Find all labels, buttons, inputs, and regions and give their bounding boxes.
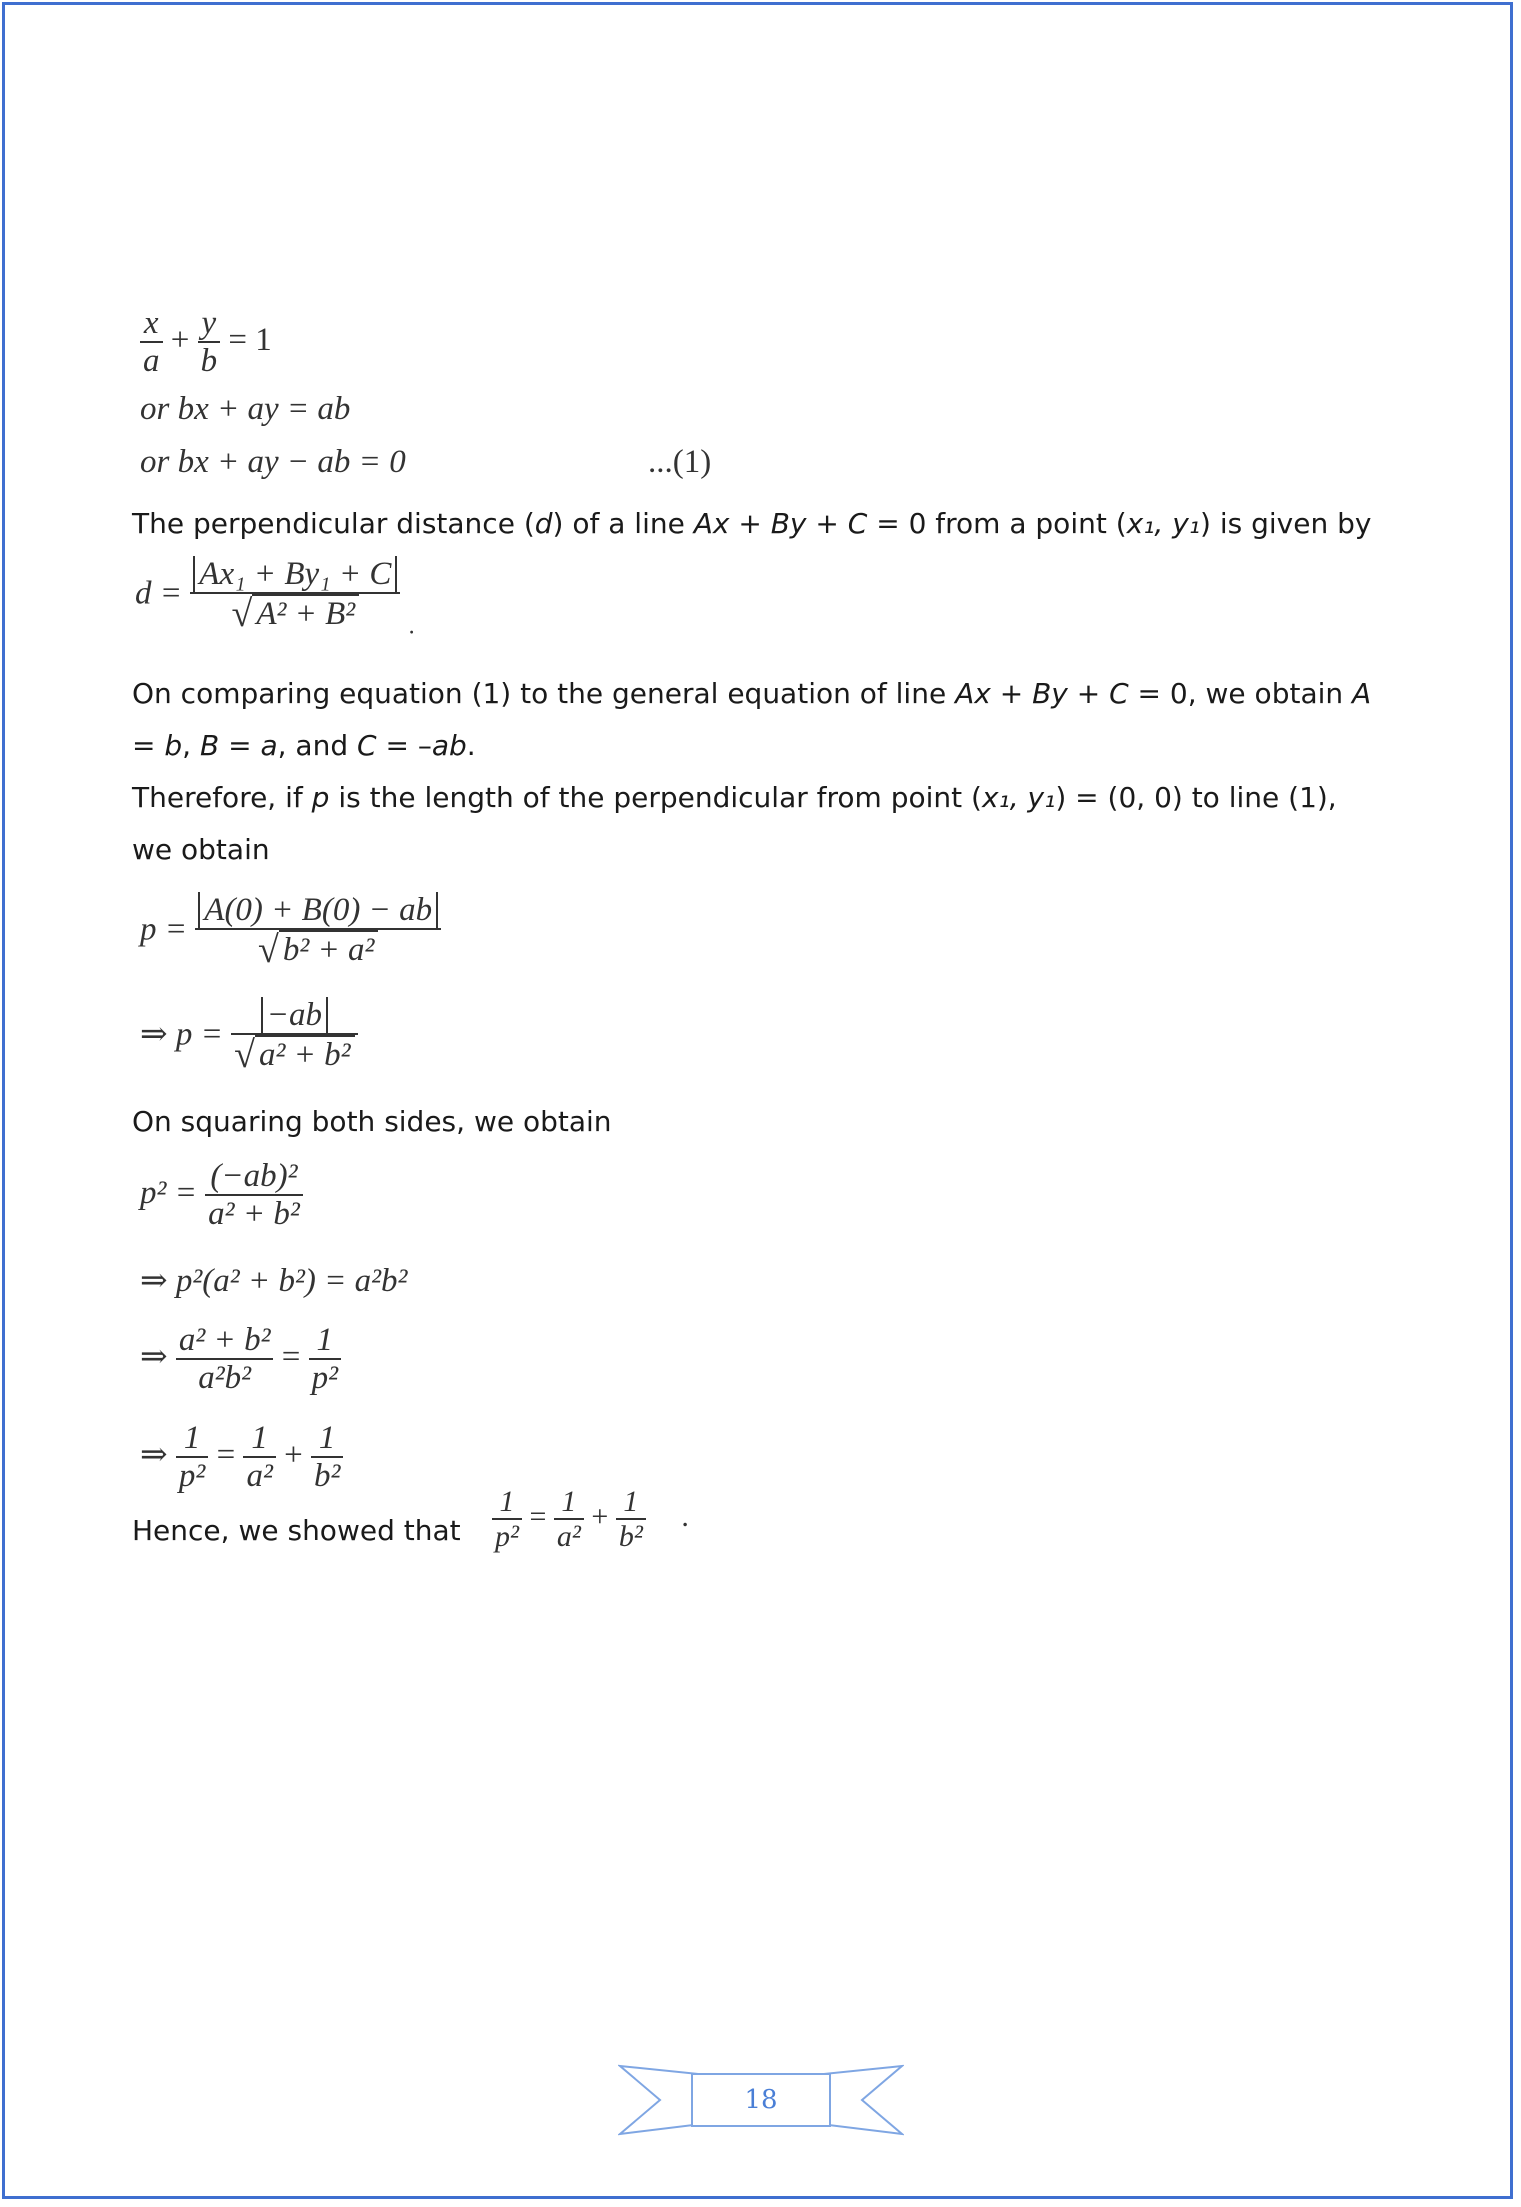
text-we-obtain: we obtain — [132, 833, 270, 866]
equation-result: ⇒ $\frac{1}{\text{p²}}$ = $\frac{1}{\text{a²}}$ + $\frac{1}{\text{b²}}$ — [140, 1420, 343, 1495]
equation-cross-multiplied: ⇒ p²(a² + b²) = a²b² — [140, 1263, 408, 1299]
text-squaring: On squaring both sides, we obtain — [132, 1105, 612, 1138]
equation-p-squared: p² = $\frac{\text{(−ab)²}}{\text{a² + b²}}$ — [140, 1158, 303, 1233]
text-hence: Hence, we showed that — [132, 1514, 461, 1547]
equation-hence: $\frac{1}{\text{p²}}$ = $\frac{1}{\text{a²}}$ + $\frac{1}{\text{b²}}$ . — [492, 1485, 689, 1553]
page-number: 18 — [691, 2073, 831, 2127]
text-comparing-continued: = b, B = a, and C = –ab. — [132, 729, 476, 762]
equation-ratio: ⇒ $\frac{\text{a² + b²}}{\text{a²b²}}$ = $\frac{1}{\text{p²}}$ — [140, 1322, 341, 1397]
equation-intercept-form: $\frac{x}{a}$ + $\frac{y}{b}$ = 1 — [140, 305, 272, 380]
equation-p-simplified: ⇒ p = $\frac{-ab}{\text{√ a² + b²}}$ — [140, 997, 358, 1077]
equation-p-substitution: p = $\frac{A(0) + B(0) - ab}{\text{√ b² + a²}}$ — [140, 892, 441, 972]
page-number-ribbon — [618, 2060, 904, 2144]
equation-bx-ay: or bx + ay = ab — [140, 391, 351, 427]
text-comparing: On comparing equation (1) to the general equation of line Ax + By + C = 0, we obtain A — [132, 677, 1372, 710]
equation-1: or bx + ay − ab = 0 — [140, 444, 406, 480]
text-therefore: Therefore, if p is the length of the perpendicular from point (x₁, y₁) = (0, 0) to line (1), — [132, 781, 1337, 814]
distance-formula: d = $\frac{\text{Ax₁ + By₁ + C}}{\text{√ A² + B²}}$ $_.$ — [135, 556, 415, 640]
text-perpendicular-distance: The perpendicular distance (d) of a line Ax + By + C = 0 from a point (x₁, y₁) is given by — [132, 507, 1372, 540]
equation-1-tag: ...(1) — [648, 444, 712, 480]
